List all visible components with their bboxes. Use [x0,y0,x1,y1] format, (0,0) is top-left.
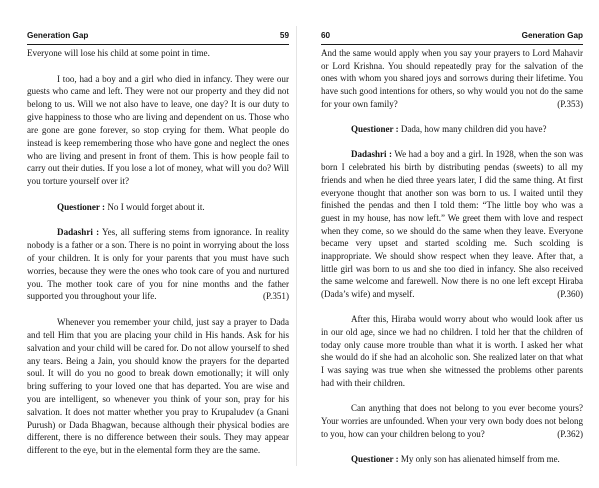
left-page [27,0,289,488]
speaker-label: Questioner : [57,201,106,212]
right-page [321,0,583,488]
reference-number: (P.360) [557,289,583,300]
header-rule [27,44,289,45]
header-rule [321,44,583,45]
left-page-header [27,30,289,42]
running-title: Generation Gap [27,31,89,40]
paragraph: After this, Hiraba would worry about who would look after us in our old age, since we had no children. I told her that the children of today only cause more trouble than what it is worth. I asked her what she would do if she had an alcoholic son. She realized later on that what I was saying was true when she witnessed the problems other parents had with their children. [321,314,583,388]
page-gutter [296,26,297,466]
reference-number: (P.362) [557,428,583,439]
page-number: 59 [279,31,289,40]
questioner-paragraph: Questioner : My only son has alienated himself from me. [351,453,560,464]
left-page-body [27,47,289,470]
page-number: 60 [321,31,331,40]
paragraph: And the same would apply when you say your prayers to Lord Mahavir or Lord Krishna. You should repeatedly pray for the salvation of the ones with whom you shared joys and sorrows during their lifetime. You have such good intentions for others, so why would you not do the same for your own family? (P.353) [321,48,583,109]
dadashri-paragraph: Dadashri : Yes, all suffering stems from ignorance. In reality nobody is a father or a son. There is no point in worrying about the loss of your children. It is only for your parents that you must have such worries, because they were the ones who took care of you and nurtured you. The mother took care of you for nine months and the father supported you throughout your life. (P.351) [27,227,289,302]
dadashri-paragraph: Dadashri : We had a boy and a girl. In 1928, when the son was born I celebrated his birth by distributing pendas (sweets) to all my friends and when he died three years later, I did the same thing. At first everyone thought that another son was born to us. I waited until they finished the pendas and then I told them: “The little boy who was a guest in my house, has now left.” We greet them with love and respect when they come, so we should do the same when they leave. Everyone became very upset and started scolding me. Such scolding is inappropriate. We should show respect when they leave. After that, a little girl was born to us and she too died in infancy. She also received the same welcome and farewell. Now there is no one left except Hiraba (Dada’s wife) and myself. (P.360) [321,149,583,300]
paragraph: I too, had a boy and a girl who died in infancy. They were our guests who came and left. They were not our property and they did not belong to us. Will we not also have to leave, one day? It is our duty to give happiness to those who are living and dependent on us. Those who are gone are gone forever, so stop crying for them. What people do instead is keep remembering those who have gone and neglect the ones who are living and present in front of them. This is how people fail to carry out their duties. If you lose a lot of money, what will you do? Will you torture yourself over it? [27,73,289,187]
right-page-header [321,30,583,42]
speaker-label: Dadashri : [57,227,100,238]
questioner-paragraph: Questioner : Dada, how many children did you have? [351,124,547,135]
running-title: Generation Gap [521,31,583,40]
paragraph: Everyone will lose his child at some point in time. [27,48,210,58]
paragraph: Can anything that does not belong to you ever become yours? Your worries are unfounded. When your very own body does not belong to you, how can your children belong to you? (P.362) [321,403,583,439]
reference-number: (P.351) [262,291,289,302]
paragraph: Whenever you remember your child, just say a prayer to Dada and tell Him that you are placing your child in His hands. Ask for his salvation and your child will be cared for. Do not allow yourself to shed any tears. Being a Jain, you should know the prayers for the departed soul. It will do you no good to break down emotionally; it will only bring suffering to your loved one that has departed. You are wise and you are intelligent, so whenever you think of your son, pray for his salvation. It does not matter whether you pray to Krupaludev (a Gnani Purush) or Dada Bhagwan, because although their physical bodies are different, there is no difference between their souls. They may appear different to the eye, but in the elemental form they are the same. [27,317,289,456]
speaker-label: Questioner : [351,453,399,464]
reference-number: (P.353) [557,98,583,109]
right-page-body [321,47,583,478]
questioner-paragraph: Questioner : No I would forget about it. [57,201,205,212]
speaker-label: Questioner : [351,124,399,135]
speaker-label: Dadashri : [351,149,392,160]
